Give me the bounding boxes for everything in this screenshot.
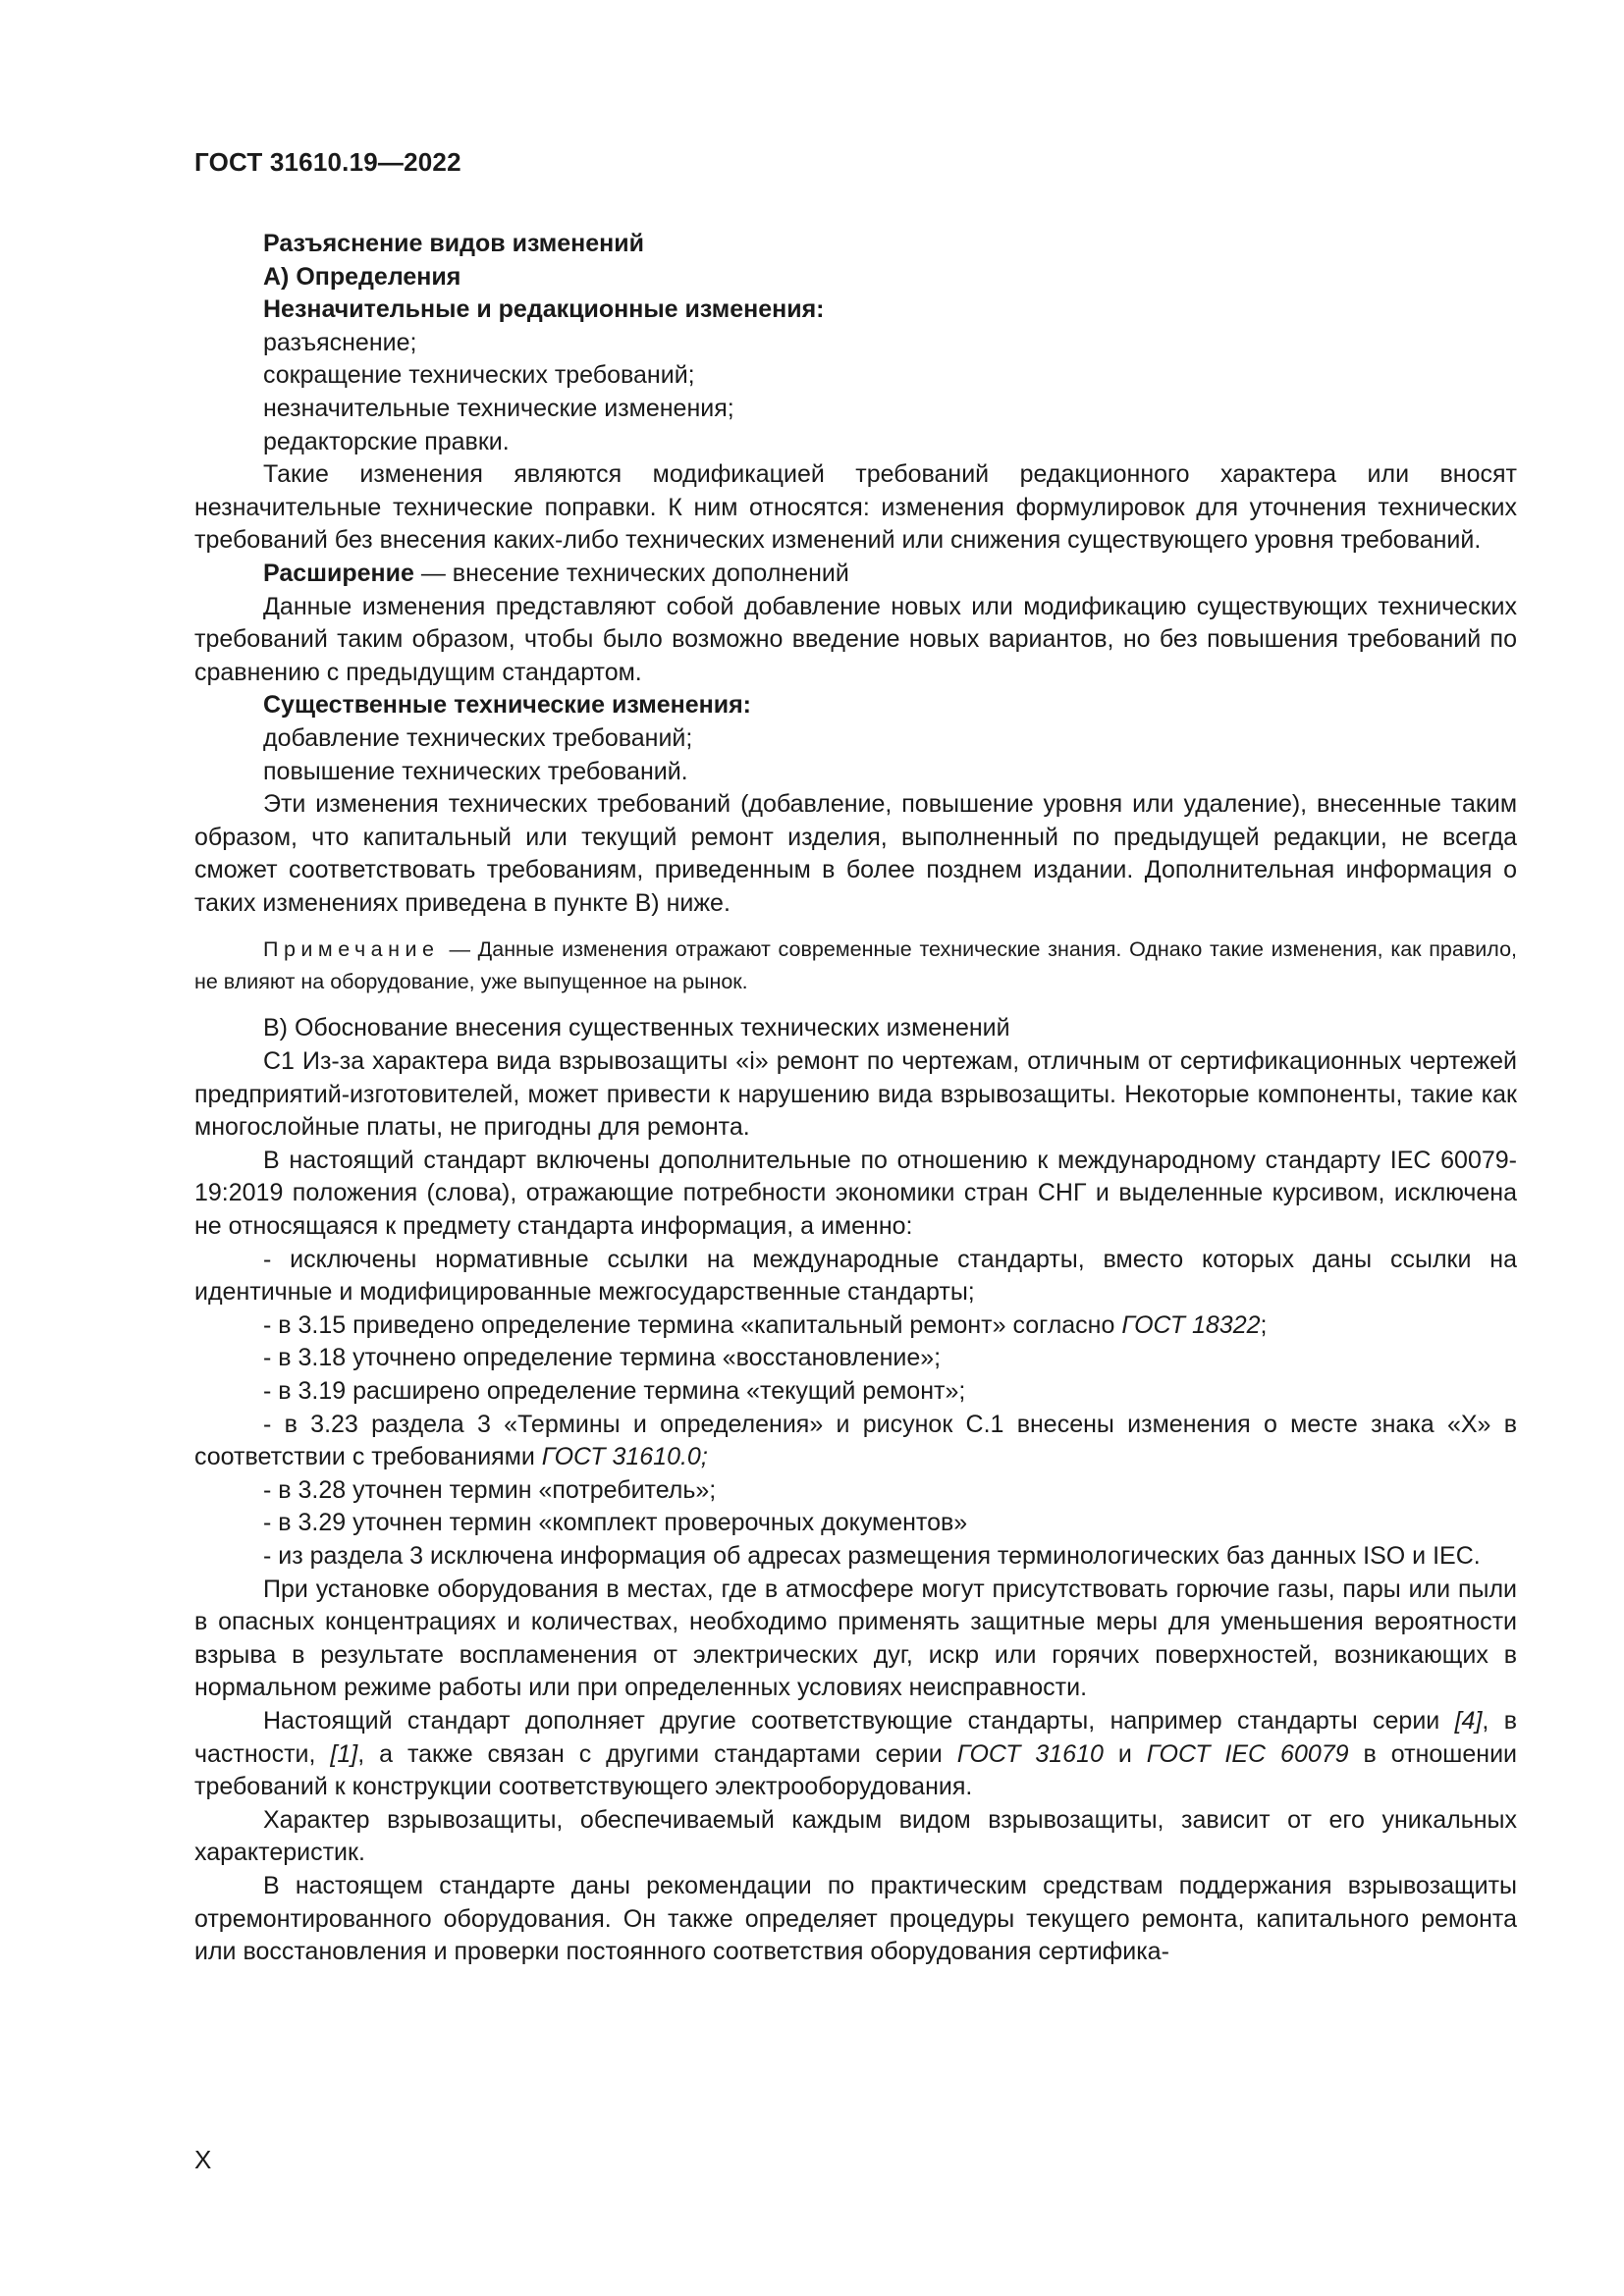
character-paragraph: Характер взрывозащиты, обеспечиваемый каждым видом взрывозащиты, зависит от его уникальных характеристик. — [194, 1805, 1517, 1867]
section-title: Разъяснение видов изменений — [263, 230, 645, 257]
major-changes-paragraph: Эти изменения технических требований (добавление, повышение уровня или удаление), внесенные таким образом, что капитальный или текущий ремонт изделия, выполненный по предыдущей редакции, не всегда сможет соответствовать требованиям, приведенным в более позднем издании. Дополнительная информация о таких изменениях приведена в пункте В) ниже. — [194, 790, 1517, 917]
major-changes-heading: Существенные технические изменения: — [263, 691, 751, 720]
list-item: - исключены нормативные ссылки на международные стандарты, вместо которых даны ссылки на идентичные и модифицированные межгосударственные стандарты; — [194, 1245, 1517, 1307]
extension-term: Расширение — [263, 559, 414, 587]
bibliography-reference: [4] — [1454, 1706, 1483, 1735]
extension-text: Данные изменения представляют собой добавление новых или модификацию существующих технических требований таким образом, чтобы было возможно введение новых вариантов, но без повышения требований по сравнению с предыдущим стандартом. — [194, 592, 1517, 686]
document-header: ГОСТ 31610.19—2022 — [194, 147, 461, 177]
standard-reference: ГОСТ 31610.0; — [541, 1443, 708, 1471]
recommendation-paragraph: В настоящем стандарте даны рекомендации по практическим средствам поддержания взрывозащиты отремонтированного оборудования. Он также определяет процедуры текущего ремонта, капитального ремонта или восстановления и проверки постоянного соответствия оборудования сертифика- — [194, 1871, 1517, 1966]
bibliography-reference: [1] — [330, 1739, 358, 1768]
standard-reference: ГОСТ 31610 — [956, 1739, 1104, 1768]
list-item: - в 3.29 уточнен термин «комплект проверочных документов» — [263, 1509, 968, 1537]
extension-paragraph — [194, 558, 1517, 591]
installation-paragraph: При установке оборудования в местах, где в атмосфере могут присутствовать горючие газы, пары или пыли в опасных концентрациях и количествах, необходимо применять защитные меры для уменьшения вероятности взрыва в результате воспламенения от электрических дуг, искр или горячих поверхностей, возникающих в нормальном режиме работы или при определенных условиях неисправности. — [194, 1575, 1517, 1702]
document-body — [194, 228, 1517, 1969]
c1-paragraph: С1 Из-за характера вида взрывозащиты «i» ремонт по чертежам, отличным от сертификационных чертежей предприятий-изготовителей, может привести к нарушению вида взрывозащиты. Некоторые компоненты, такие как многослойные платы, не пригодны для ремонта. — [194, 1047, 1517, 1142]
minor-item: незначительные технические изменения; — [263, 394, 734, 422]
standard-reference: ГОСТ 18322 — [1121, 1310, 1261, 1339]
minor-item: разъяснение; — [263, 328, 417, 356]
list-item: - из раздела 3 исключена информация об адресах размещения терминологических баз данных ISO и IEC. — [263, 1541, 1481, 1570]
section-b-title: В) Обоснование внесения существенных технических изменений — [263, 1014, 1010, 1042]
page-number: X — [194, 2145, 212, 2174]
note-text: — Данные изменения отражают современные технические знания. Однако такие изменения, как правило, не влияют на оборудование, уже выпущенное на рынок. — [194, 937, 1517, 994]
supplement-paragraph: Настоящий стандарт дополняет другие соответствующие стандарты, например стандарты серии [4], в частности, [1], а также связан с другими стандартами серии ГОСТ 31610 и ГОСТ IEC 60079 в отношении требований к конструкции соответствующего электрооборудования. — [194, 1706, 1517, 1801]
section-subtitle: А) Определения — [263, 262, 461, 291]
note — [194, 934, 1517, 998]
list-item: - в 3.18 уточнено определение термина «восстановление»; — [263, 1344, 942, 1372]
standard-reference: ГОСТ IEC 60079 — [1146, 1739, 1349, 1768]
list-item: - в 3.23 раздела 3 «Термины и определения» и рисунок С.1 внесены изменения о месте знака «Х» в соответствии с требованиями ГОСТ 31610.0; — [194, 1410, 1517, 1471]
minor-item: сокращение технических требований; — [263, 361, 695, 390]
minor-changes-heading: Незначительные и редакционные изменения: — [263, 295, 825, 324]
list-item: - в 3.28 уточнен термин «потребитель»; — [263, 1475, 717, 1504]
intro-paragraph: В настоящий стандарт включены дополнительные по отношению к международному стандарту IEC 60079-19:2019 положения (слова), отражающие потребности экономики стран СНГ и выделенные курсивом, исключена не относящаяся к предмету стандарта информация, а именно: — [194, 1146, 1517, 1241]
minor-changes-paragraph: Такие изменения являются модификацией требований редакционного характера или вносят незначительные технические поправки. К ним относятся: изменения формулировок для уточнения технических требований без внесения каких-либо технических изменений или снижения существующего уровня требований. — [194, 460, 1517, 555]
list-item: - в 3.19 расширено определение термина «текущий ремонт»; — [263, 1377, 966, 1405]
note-label: Примечание — [263, 937, 440, 962]
extension-definition: — внесение технических дополнений — [413, 559, 849, 587]
major-item: добавление технических требований; — [263, 723, 693, 752]
minor-item: редакторские правки. — [263, 427, 510, 455]
list-item: - в 3.15 приведено определение термина «капитальный ремонт» согласно ГОСТ 18322; — [263, 1310, 1268, 1339]
major-item: повышение технических требований. — [263, 757, 688, 785]
